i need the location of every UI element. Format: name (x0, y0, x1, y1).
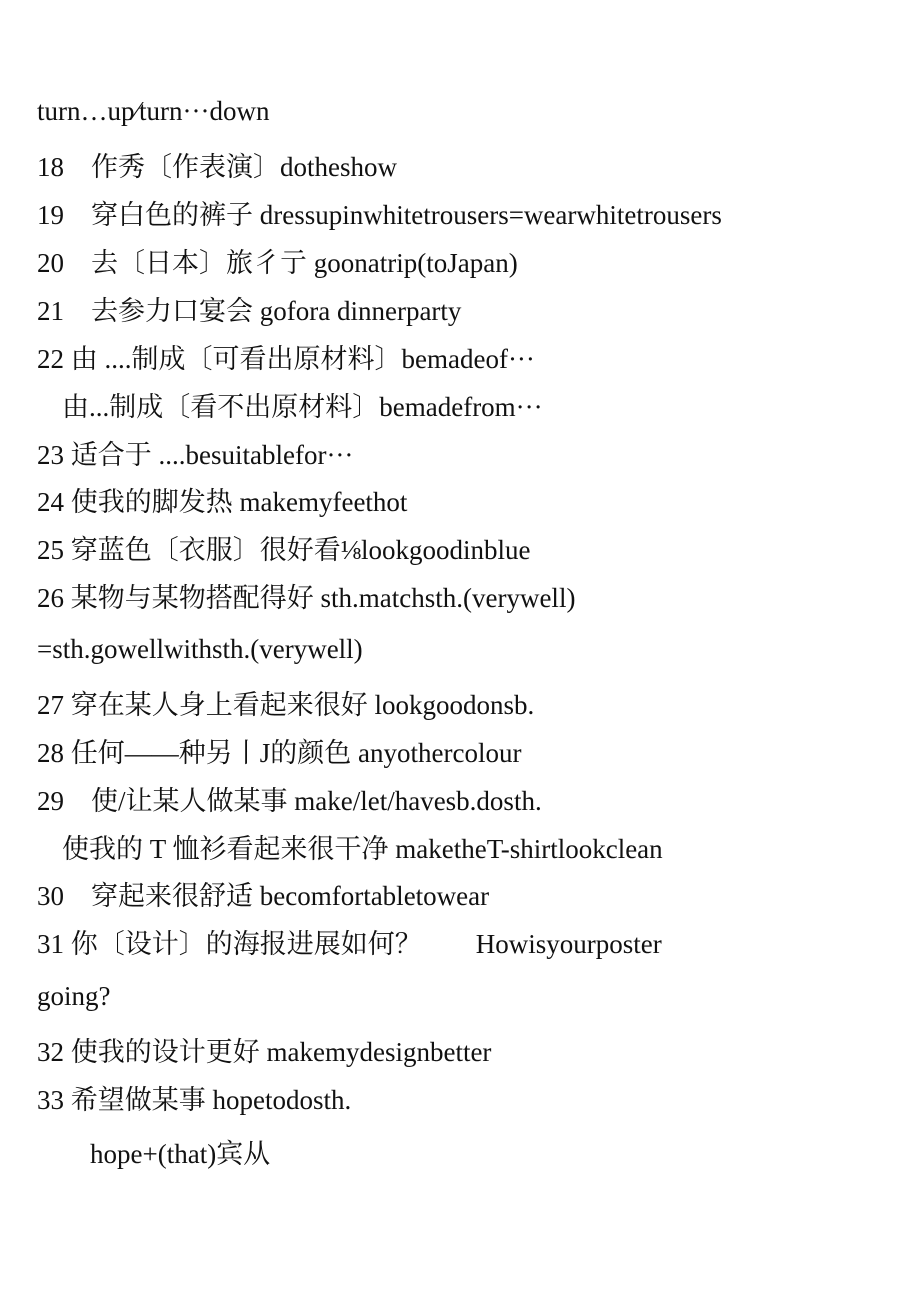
text-line-19: going? (37, 981, 111, 1011)
text-line-15: 29 使/让某人做某事 make/let/havesb.dosth. (37, 786, 542, 816)
text-line-17: 30 穿起来很舒适 becomfortabletowear (37, 881, 490, 911)
text-line-21: 33 希望做某事 hopetodosth. (37, 1085, 352, 1115)
text-line-11: 26 某物与某物搭配得好 sth.matchsth.(verywell) (37, 583, 576, 613)
text-line-18: 31 你〔设计〕的海报进展如何？ Howisyourposter (37, 929, 662, 959)
text-line-22: hope+(that)宾从 (90, 1139, 271, 1169)
text-line-1: turn…up⁄turn···down (37, 96, 270, 126)
text-line-9: 24 使我的脚发热 makemyfeethot (37, 487, 408, 517)
text-line-10: 25 穿蓝色〔衣服〕很好看⅛lookgoodinblue (37, 535, 531, 565)
text-line-5: 21 去参力口宴会 gofora dinnerparty (37, 296, 462, 326)
text-line-14: 28 任何——种另丨J的颜色 anyothercolour (37, 738, 522, 768)
text-line-2: 18 作秀〔作表演〕dotheshow (37, 152, 397, 182)
text-line-13: 27 穿在某人身上看起来很好 lookgoodonsb. (37, 690, 535, 720)
text-line-16: 使我的 T 恤衫看起来很干净 maketheT-shirtlookclean (62, 834, 663, 864)
text-line-3: 19 穿白色的裤子 dressupinwhitetrousers=wearwhitetrousers (37, 200, 722, 230)
text-line-4: 20 去〔日本〕旅彳亍 goonatrip(toJapan) (37, 248, 518, 278)
text-line-20: 32 使我的设计更好 makemydesignbetter (37, 1037, 492, 1067)
text-line-6: 22 由 ....制成〔可看出原材料〕bemadeof··· (37, 344, 535, 374)
text-line-8: 23 适合于 ....besuitablefor··· (37, 440, 354, 470)
text-line-7: 由...制成〔看不出原材料〕bemadefrom··· (62, 392, 543, 422)
text-line-12: =sth.gowellwithsth.(verywell) (37, 634, 363, 664)
